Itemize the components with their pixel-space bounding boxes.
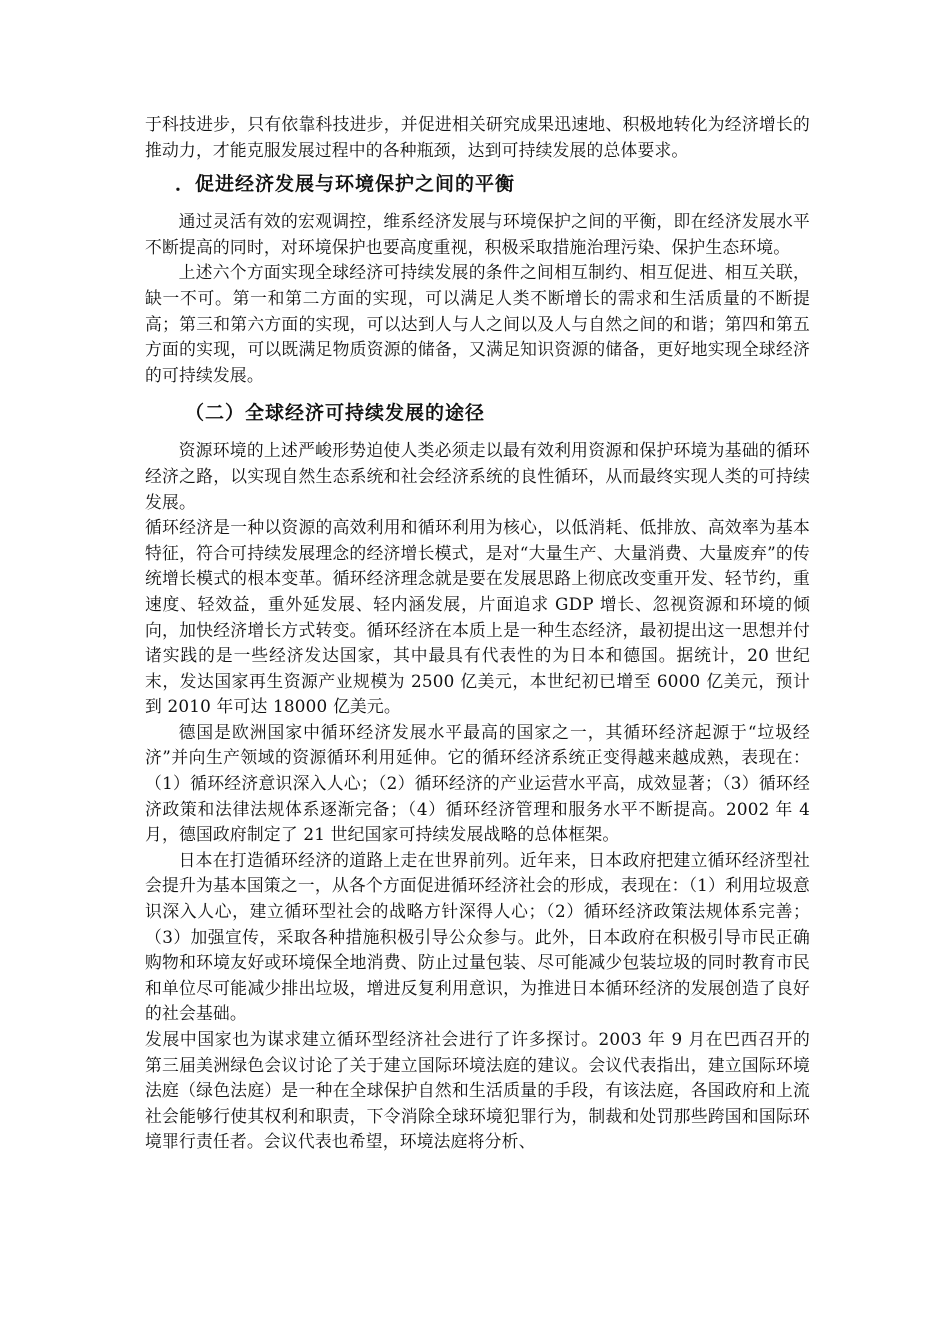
section-heading-path: （二）全球经济可持续发展的途径 bbox=[185, 402, 486, 425]
paragraph-germany: 德国是欧洲国家中循环经济发展水平最高的国家之一，其循环经济起源于“垃圾经济”并向生产领域的资源循环利用延伸。它的循环经济系统正变得越来越成熟，表现在：（1）循环经济意识深入人心；（2）循环经济的产业运营水平高，成效显著；（3）循环经济政策和法律法规体系逐渐完备；（4）循环经济管理和服务水平不断提高。2002 年 4 月，德国政府制定了 21 世纪国家可持续发展战略的总体框架。 bbox=[145, 721, 810, 845]
paragraph-six-aspects: 上述六个方面实现全球经济可持续发展的条件之间相互制约、相互促进、相互关联，缺一不可。第一和第二方面的实现，可以满足人类不断增长的需求和生活质量的不断提高；第三和第六方面的实现，可以达到人与人之间以及人与自然之间的和谐；第四和第五方面的实现，可以既满足物质资源的储备，又满足知识资源的储备，更好地实现全球经济的可持续发展。 bbox=[145, 262, 810, 385]
section-heading-balance: ．促进经济发展与环境保护之间的平衡 bbox=[175, 173, 516, 196]
paragraph-japan: 日本在打造循环经济的道路上走在世界前列。近年来，日本政府把建立循环经济型社会提升为基本国策之一，从各个方面促进循环经济社会的形成，表现在：（1）利用垃圾意识深入人心，建立循环型社会的战略方针深得人心；（2）循环经济政策法规体系完善；（3）加强宣传，采取各种措施积极引导公众参与。此外，日本政府在积极引导市民正确购物和环境友好或环境保全地消费、防止过量包装、尽可能减少包装垃圾的同时教育市民和单位尽可能减少排出垃圾，增进反复利用意识，为推进日本循环经济的发展创造了良好的社会基础。 bbox=[145, 849, 810, 1024]
paragraph-developing-countries: 发展中国家也为谋求建立循环型经济社会进行了许多探讨。2003 年 9 月在巴西召开的第三届美洲绿色会议讨论了关于建立国际环境法庭的建议。会议代表指出，建立国际环境法庭（绿色法庭）是一种在全球保护自然和生活质量的手段，有该法庭，各国政府和上流社会能够行使其权利和职责，下令消除全球环境犯罪行为，制裁和处罚那些跨国和国际环境罪行责任者。会议代表也希望，环境法庭将分析、 bbox=[145, 1029, 810, 1152]
document-body bbox=[145, 112, 810, 1155]
paragraph-resources: 资源环境的上述严峻形势迫使人类必须走以最有效利用资源和保护环境为基础的循环经济之路，以实现自然生态系统和社会经济系统的良性循环，从而最终实现人类的可持续发展。 bbox=[145, 440, 810, 512]
intro-paragraph: 于科技进步，只有依靠科技进步，并促进相关研究成果迅速地、积极地转化为经济增长的推动力，才能克服发展过程中的各种瓶颈，达到可持续发展的总体要求。 bbox=[145, 114, 810, 160]
paragraph-circular-economy: 循环经济是一种以资源的高效利用和循环利用为核心，以低消耗、低排放、高效率为基本特征，符合可持续发展理念的经济增长模式，是对“大量生产、大量消费、大量废弃”的传统增长模式的根本变革。循环经济理念就是要在发展思路上彻底改变重开发、轻节约，重速度、轻效益，重外延发展、轻内涵发展，片面追求 GDP 增长、忽视资源和环境的倾向，加快经济增长方式转变。循环经济在本质上是一种生态经济，最初提出这一思想并付诸实践的是一些经济发达国家，其中最具有代表性的为日本和德国。据统计，20 世纪末，发达国家再生资源产业规模为 2500 亿美元，本世纪初已增至 6000 亿美元，预计到 2010 年可达 18000 亿美元。 bbox=[145, 517, 810, 717]
paragraph-balance: 通过灵活有效的宏观调控，维系经济发展与环境保护之间的平衡，即在经济发展水平不断提高的同时，对环境保护也要高度重视，积极采取措施治理污染、保护生态环境。 bbox=[145, 211, 810, 257]
